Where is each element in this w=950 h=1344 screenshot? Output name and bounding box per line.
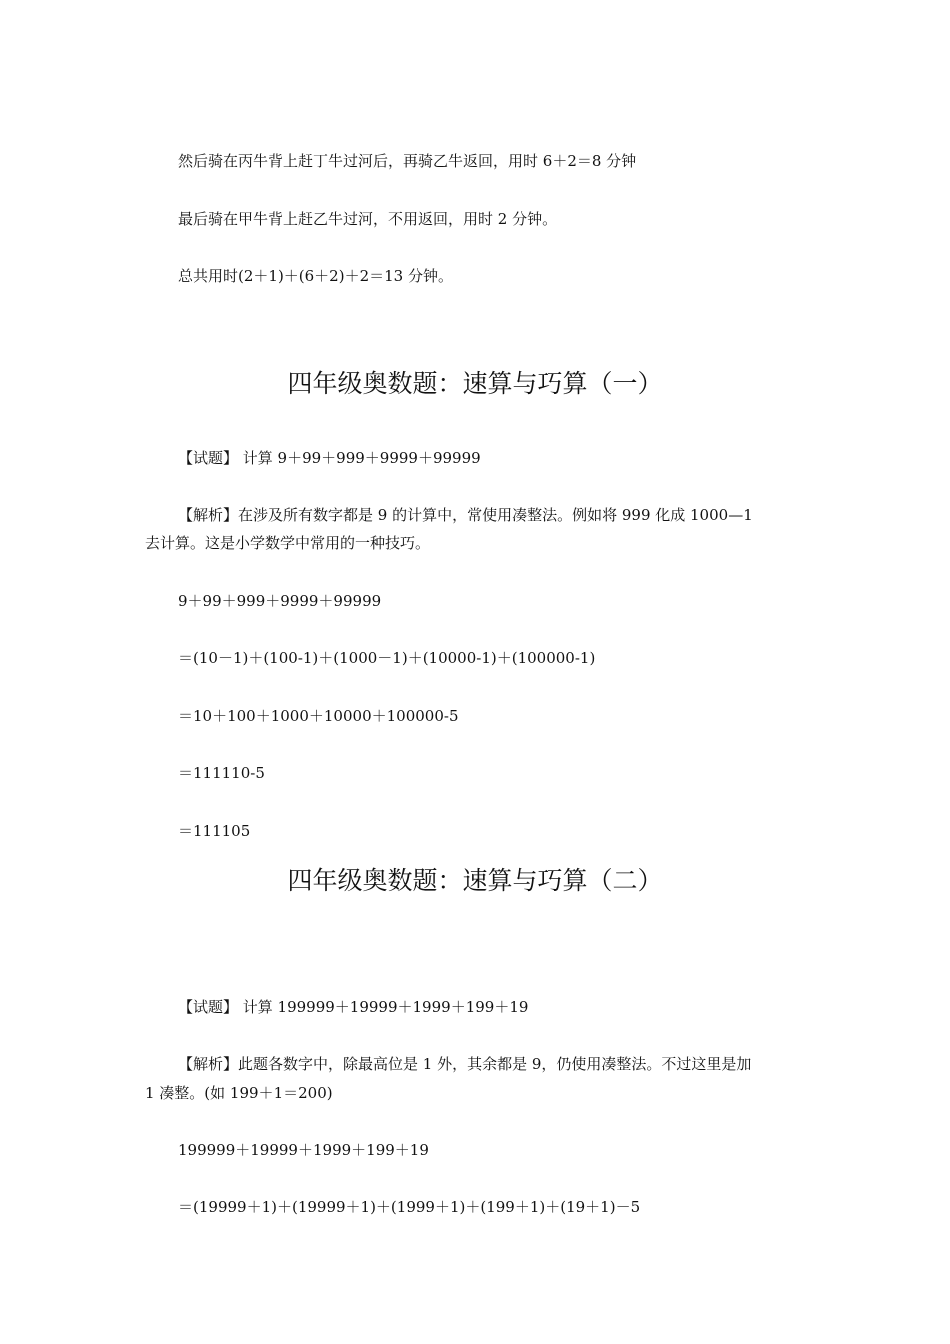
intro-line-3: 总共用时(2＋1)＋(6＋2)＋2＝13 分钟。 <box>178 267 453 285</box>
section-2-analysis-line-1: 【解析】此题各数字中，除最高位是 1 外，其余都是 9，仍使用凑整法。不过这里是加 <box>178 1055 752 1073</box>
section-1-title: 四年级奥数题：速算与巧算（一） <box>287 369 663 398</box>
section-2-step-2: ＝(19999＋1)＋(19999＋1)＋(1999＋1)＋(199＋1)＋(19＋1)－5 <box>178 1198 641 1216</box>
section-1-step-2: ＝(10－1)＋(100-1)＋(1000－1)＋(10000-1)＋(100000-1) <box>178 649 596 667</box>
section-2-problem: 【试题】 计算 199999＋19999＋1999＋199＋19 <box>178 998 529 1016</box>
section-1-problem: 【试题】 计算 9＋99＋999＋9999＋99999 <box>178 449 481 467</box>
section-1-step-1: 9＋99＋999＋9999＋99999 <box>178 592 382 610</box>
section-1-analysis-line-2: 去计算。这是小学数学中常用的一种技巧。 <box>145 534 431 552</box>
intro-line-2: 最后骑在甲牛背上赶乙牛过河，不用返回，用时 2 分钟。 <box>178 210 558 228</box>
section-1-step-4: ＝111110-5 <box>178 764 265 782</box>
section-2-title: 四年级奥数题：速算与巧算（二） <box>287 866 663 895</box>
section-1-step-3: ＝10＋100＋1000＋10000＋100000-5 <box>178 707 459 725</box>
section-2-step-1: 199999＋19999＋1999＋199＋19 <box>178 1141 429 1159</box>
section-1-step-5: ＝111105 <box>178 822 251 840</box>
intro-line-1: 然后骑在丙牛背上赶丁牛过河后，再骑乙牛返回，用时 6＋2＝8 分钟 <box>178 152 637 170</box>
section-2-analysis-line-2: 1 凑整。(如 199＋1＝200) <box>145 1084 333 1102</box>
section-1-analysis-line-1: 【解析】在涉及所有数字都是 9 的计算中，常使用凑整法。例如将 999 化成 1000—1 <box>178 506 753 524</box>
